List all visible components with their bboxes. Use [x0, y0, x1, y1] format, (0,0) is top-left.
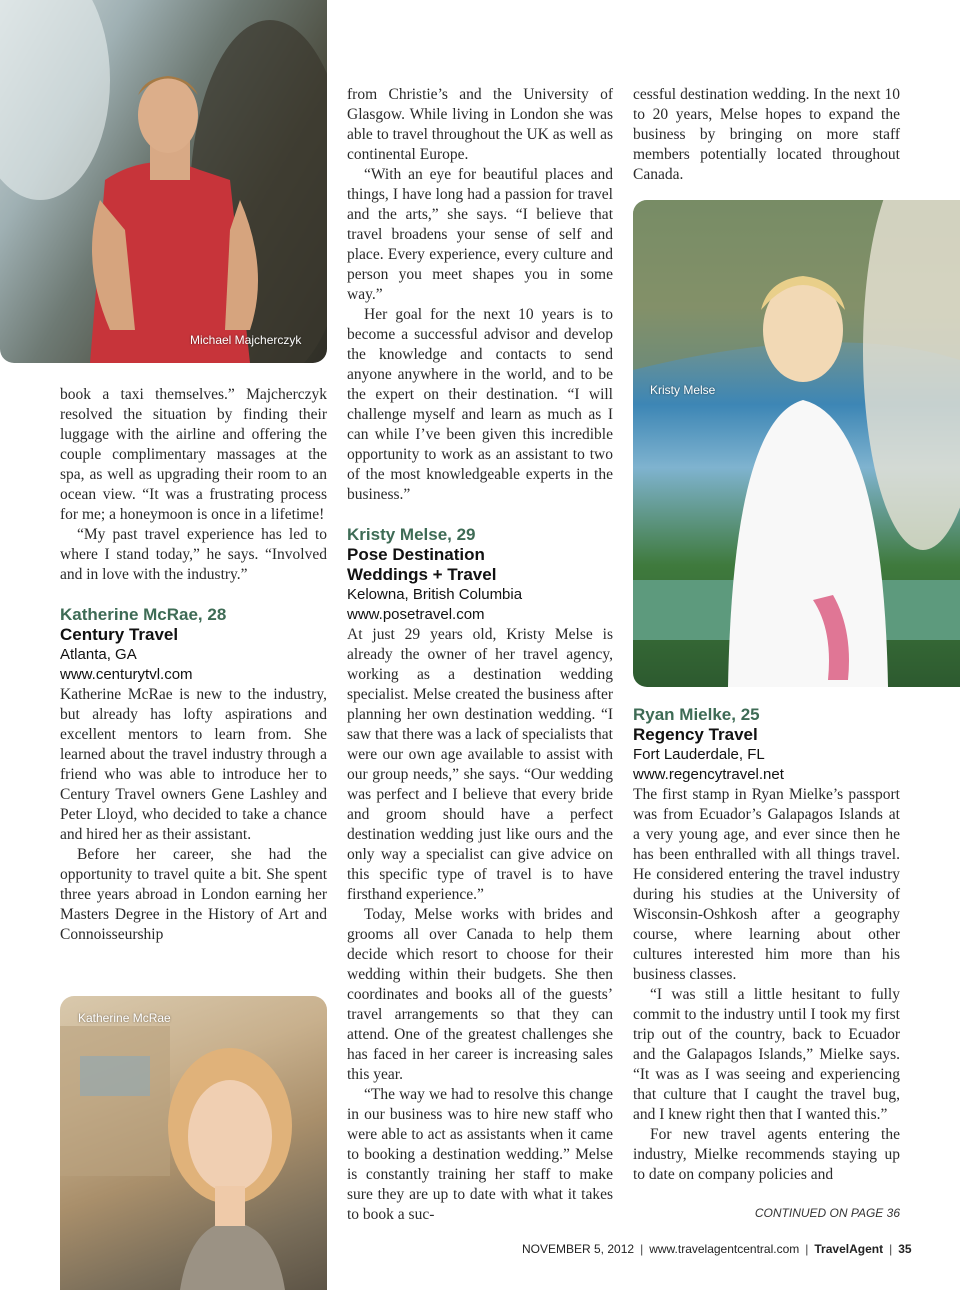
article-column-1: [60, 385, 327, 945]
profile-company: Century Travel: [60, 625, 179, 644]
profile-url[interactable]: www.posetravel.com: [347, 606, 485, 623]
paragraph: “I was still a little hesitant to fully commit to the industry until I took my first trip out of the country, back to Ecuador and the Galapagos Islands,” Mielke says. “It was as I was seeing and experiencing that culture that I caught the travel bug, and I knew right then that I wanted this.”: [633, 986, 900, 1123]
profile-name: Ryan Mielke, 25: [633, 705, 760, 724]
paragraph: Katherine McRae is new to the industry, but already has lofty aspirations and excellent mentors to learn from. She learned about the travel industry through a friend who was able to introduce her to Century Travel owners Gene Lashley and Peter Lloyd, who decided to take a chance and hired her as their assistant.: [60, 686, 327, 843]
katherine-photo-illustration: [60, 996, 327, 1290]
photo-caption: Katherine McRae: [78, 1011, 171, 1025]
paragraph: Before her career, she had the opportunity to travel quite a bit. She spent three years abroad in London earning her Masters Degree in the History of Art and Connoisseurship: [60, 846, 327, 943]
photo-caption: Michael Majcherczyk: [190, 333, 302, 347]
paragraph: “The way we had to resolve this change in our business was to hire new staff who were able to act as assistants when it came to booking a destination wedding.” Melse is constantly training her staff to make sure they are up to date with what it takes to book a suc-: [347, 1086, 613, 1223]
kristy-photo-illustration: [633, 200, 960, 687]
photo-caption: Kristy Melse: [650, 383, 716, 397]
paragraph: “With an eye for beautiful places and things, I have long had a passion for travel and the arts,” she says. “I believe that travel broadens your sense of self and place. Every experience, every culture and person you meet shapes you in some way.”: [347, 166, 613, 303]
profile-url[interactable]: www.regencytravel.net: [633, 766, 784, 783]
footer-brand: TravelAgent: [814, 1242, 884, 1256]
paragraph: Today, Melse works with brides and grooms all over Canada to help them decide which resort to choose for their wedding within their budgets. She then coordinates and books all of the guests’ travel arrangements so that they can attend. One of the greatest challenges she has faced in her career is increasing sales this year.: [347, 906, 613, 1083]
paragraph: At just 29 years old, Kristy Melse is already the owner of her travel agency, working as a destination wedding specialist. Melse created the business after planning her own destination wedding. “I saw that there was a lack of specialists that were our own age available to assist with our group needs,” she says. “Our wedding was perfect and I believe that every bride and groom should have a perfect destination wedding just like ours and the only way a specialist can give advice on this specific type of travel is to have firsthand experience.”: [347, 626, 613, 903]
profile-company: Regency Travel: [633, 725, 758, 744]
page-footer: [522, 1242, 912, 1256]
michael-photo-illustration: [0, 0, 327, 363]
paragraph: cessful destination wedding. In the next 10 to 20 years, Melse hopes to expand the business by bringing on more staff members potentially located throughout Canada.: [633, 86, 900, 183]
footer-separator: |: [640, 1242, 644, 1256]
paragraph: book a taxi themselves.” Majcherczyk resolved the situation by finding their luggage with the airline and offering the couple complimentary massages at the spa, as well as upgrading their room to an ocean view. “It was a frustrating process for me; a honeymoon is once in a lifetime!: [60, 386, 327, 523]
article-column-2: [347, 85, 613, 1225]
article-column-3-lower: [633, 705, 900, 1185]
paragraph: “My past travel experience has led to where I stand today,” he says. “Involved and in love with the industry.”: [60, 526, 327, 583]
footer-date: NOVEMBER 5, 2012: [522, 1242, 635, 1256]
profile-name: Katherine McRae, 28: [60, 605, 227, 624]
article-column-3: [633, 85, 900, 185]
paragraph: For new travel agents entering the industry, Mielke recommends staying up to date on company policies and: [633, 1126, 900, 1183]
page-number: 35: [898, 1242, 912, 1256]
footer-separator: |: [889, 1242, 893, 1256]
footer-separator: |: [805, 1242, 809, 1256]
photo-katherine-mcrae: [60, 996, 327, 1290]
photo-michael-majcherczyk: [0, 0, 327, 363]
profile-url[interactable]: www.centurytvl.com: [60, 666, 193, 683]
paragraph: from Christie’s and the University of Glasgow. While living in London she was able to travel throughout the UK as well as continental Europe.: [347, 86, 614, 163]
profile-company: Pose Destination: [347, 545, 485, 564]
profile-company: Weddings + Travel: [347, 565, 497, 584]
photo-kristy-melse: [633, 200, 960, 687]
continued-notice: CONTINUED ON PAGE 36: [754, 1206, 900, 1220]
profile-name: Kristy Melse, 29: [347, 525, 476, 544]
paragraph: Her goal for the next 10 years is to become a successful advisor and develop the knowledge and contacts to send anyone anywhere in the world, and to be the expert on their destination. “I will challenge myself and learn as much as I can while I’ve been given this incredible opportunity to work as an assistant to two of the most knowledgeable experts in the business.”: [347, 306, 613, 503]
paragraph: The first stamp in Ryan Mielke’s passport was from Ecuador’s Galapagos Islands at a very young age, and ever since then he has been enthralled with all things travel. He considered entering the travel industry during his studies at the University of Wisconsin-Oshkosh after a geography course, where learning about other cultures interested him more than his business classes.: [633, 786, 900, 983]
profile-location: Kelowna, British Columbia: [347, 586, 523, 603]
profile-location: Atlanta, GA: [60, 646, 137, 663]
footer-website[interactable]: www.travelagentcentral.com: [649, 1242, 800, 1256]
profile-location: Fort Lauderdale, FL: [633, 746, 765, 763]
